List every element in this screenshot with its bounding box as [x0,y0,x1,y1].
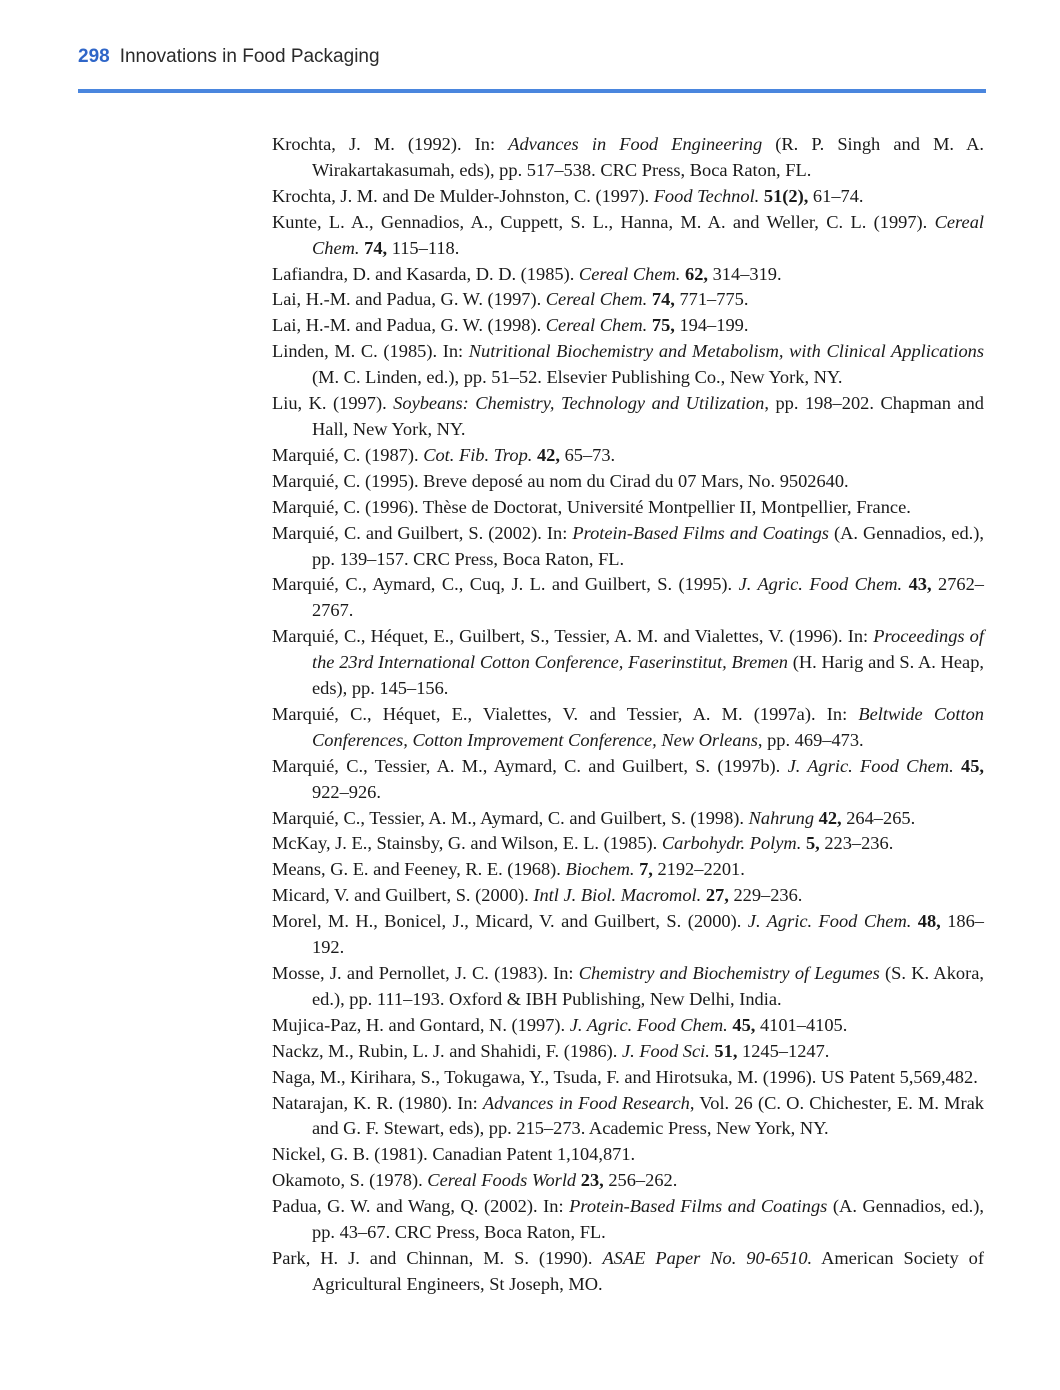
reference-text: Food Technol. [653,185,760,206]
reference-text: Mosse, J. and Pernollet, J. C. (1983). In: [272,963,579,983]
reference-entry [272,909,984,961]
reference-entry [272,391,984,443]
reference-list [272,132,984,1298]
reference-entry [272,210,984,262]
reference-text: 771–775. [674,289,749,310]
reference-text: Nutritional Biochemistry and Metabolism, with Clinical Applications [468,341,984,362]
reference-text: 229–236. [728,885,803,906]
reference-text: Protein-Based Films and Coatings [572,522,829,543]
reference-text: Marquié, C. (1995). Breve deposé au nom du Cirad du 07 Mars, No. 9502640. [272,470,849,491]
reference-entry [272,1168,984,1194]
reference-text: American Society of Agricultural Engineers, St Joseph, MO. [312,1247,984,1294]
reference-text: Lai, H.-M. and Padua, G. W. (1998). [272,315,546,336]
book-title: Innovations in Food Packaging [119,46,380,67]
reference-entry [272,883,984,909]
reference-text: McKay, J. E., Stainsby, G. and Wilson, E. L. (1985). [272,833,662,854]
reference-text: 51(2), [763,185,809,206]
header-rule [78,89,986,93]
reference-text: Cereal Chem. [545,289,648,310]
reference-text: Cot. Fib. Trop. [423,444,533,465]
reference-entry [272,469,984,495]
reference-text: J. Agric. Food Chem. [738,574,903,595]
reference-text: Marquié, C., Aymard, C., Cuq, J. L. and Guilbert, S. (1995). [272,574,739,595]
reference-entry [272,1142,984,1168]
reference-text: 65–73. [559,444,616,465]
reference-text: , pp. 198–202. Chapman and Hall, New York, NY. [312,393,984,439]
reference-entry [272,443,984,469]
reference-entry [272,857,984,883]
reference-text: Means, G. E. and Feeney, R. E. (1968). [272,859,566,880]
reference-text: (M. C. Linden, ed.), pp. 51–52. Elsevier Publishing Co., New York, NY. [312,367,843,388]
reference-entry [272,339,984,391]
reference-text: 51, [714,1040,738,1061]
reference-text: 5, [805,833,820,854]
reference-text: Beltwide Cotton Conferences, Cotton Improvement Conference, New Orleans [312,703,984,750]
reference-entry [272,1065,984,1091]
reference-text: 314–319. [708,263,782,284]
reference-text: 1245–1247. [737,1040,830,1061]
reference-text: 194–199. [674,315,749,336]
reference-text: Advances in Food Research [482,1092,690,1113]
reference-text: 43, [908,574,932,595]
reference-text: Proceedings of the 23rd International Cotton Conference, Faserinstitut, Bremen [312,626,984,673]
reference-text: Nackz, M., Rubin, L. J. and Shahidi, F. (1986). [272,1040,622,1061]
reference-text: Okamoto, S. (1978). [272,1170,428,1191]
reference-text: 115–118. [387,237,460,258]
reference-text: Nickel, G. B. (1981). Canadian Patent 1,104,871. [272,1144,636,1165]
reference-text: (R. P. Singh and M. A. Wirakartakasumah, eds), pp. 517–538. CRC Press, Boca Raton, FL. [312,134,985,180]
reference-text: Krochta, J. M. (1992). In: [272,134,509,154]
reference-text: Marquié, C., Héquet, E., Guilbert, S., Tessier, A. M. and Vialettes, V. (1996). In: [272,626,874,647]
reference-text: J. Agric. Food Chem. [787,755,954,776]
reference-text: 48, [917,911,941,932]
reference-text: Cereal Chem. [312,211,984,258]
reference-entry [272,287,984,313]
reference-text: Cereal Chem. [578,263,681,284]
reference-text: J. Food Sci. [621,1040,710,1061]
reference-text: Marquié, C., Tessier, A. M., Aymard, C. and Guilbert, S. (1997b). [272,755,788,776]
reference-text: Naga, M., Kirihara, S., Tokugawa, Y., Tsuda, F. and Hirotsuka, M. (1996). US Patent 5,569,482. [272,1066,978,1087]
reference-text: Marquié, C., Tessier, A. M., Aymard, C. and Guilbert, S. (1998). [272,807,749,828]
reference-text: 45, [961,755,984,776]
reference-text: 256–262. [603,1170,678,1191]
reference-entry [272,1091,984,1143]
reference-text: Marquié, C. (1987). [272,444,424,465]
reference-text: Park, H. J. and Chinnan, M. S. (1990). [272,1247,603,1268]
reference-text: Marquié, C. and Guilbert, S. (2002). In: [272,522,573,543]
reference-entry [272,184,984,210]
reference-text: , pp. 469–473. [757,729,864,750]
reference-entry [272,806,984,832]
reference-text: 2192–2201. [652,859,745,880]
reference-entry [272,961,984,1013]
reference-text: 45, [732,1014,756,1035]
reference-text: (A. Gennadios, ed.), pp. 139–157. CRC Press, Boca Raton, FL. [312,522,984,569]
reference-text: 74, [651,289,675,310]
reference-text: Nahrung [748,807,815,828]
reference-text: (S. K. Akora, ed.), pp. 111–193. Oxford & IBH Publishing, New Delhi, India. [312,963,984,1009]
reference-entry [272,495,984,521]
reference-text: Micard, V. and Guilbert, S. (2000). [272,885,534,906]
reference-entry [272,572,984,624]
reference-text: , Vol. 26 (C. O. Chichester, E. M. Mrak and G. F. Stewart, eds), pp. 215–273. Academic Press, New York, NY. [312,1092,984,1139]
reference-text: Marquié, C. (1996). Thèse de Doctorat, Université Montpellier II, Montpellier, France. [272,496,911,517]
reference-text [954,756,961,776]
reference-text: 223–236. [819,833,894,854]
reference-entry [272,624,984,702]
reference-text: 4101–4105. [755,1014,848,1035]
reference-text: Krochta, J. M. and De Mulder-Johnston, C. (1997). [272,185,654,206]
reference-text: Biochem. [565,859,635,880]
reference-text: 186–192. [312,911,985,958]
reference-entry [272,1013,984,1039]
reference-text: (H. Harig and S. A. Heap, eds), pp. 145–156. [312,652,985,699]
reference-text: 75, [651,315,675,336]
reference-text: Chemistry and Biochemistry of Legumes [578,963,880,983]
reference-text: Liu, K. (1997). [272,393,394,414]
reference-entry [272,1246,984,1298]
reference-entry [272,702,984,754]
reference-text: Marquié, C., Héquet, E., Vialettes, V. and Tessier, A. M. (1997a). In: [272,703,859,724]
reference-text: 2762–2767. [312,574,984,621]
reference-text: Natarajan, K. R. (1980). In: [272,1092,483,1113]
reference-entry [272,521,984,573]
reference-text: Soybeans: Chemistry, Technology and Utilization [393,393,765,414]
reference-entry [272,313,984,339]
reference-text: Advances in Food Engineering [508,134,763,154]
reference-text: 74, [364,237,388,258]
reference-text: 61–74. [808,185,864,206]
reference-text: Cereal Chem. [545,315,648,336]
reference-entry [272,754,984,806]
reference-text: J. Agric. Food Chem. [747,911,912,932]
reference-text: Intl J. Biol. Macromol. [533,885,702,906]
reference-text: 62, [685,263,709,284]
reference-text: Kunte, L. A., Gennadios, A., Cuppett, S. L., Hanna, M. A. and Weller, C. L. (1997). [272,211,935,232]
reference-text: Cereal Foods World [427,1170,577,1191]
reference-text: Carbohydr. Polym. [661,833,802,854]
reference-text: 264–265. [841,807,916,828]
reference-text: J. Agric. Food Chem. [569,1014,728,1035]
reference-text: 23, [580,1170,604,1191]
reference-text: Lai, H.-M. and Padua, G. W. (1997). [272,289,546,310]
running-header [78,46,380,68]
reference-text: Mujica-Paz, H. and Gontard, N. (1997). [272,1014,570,1035]
reference-text: Morel, M. H., Bonicel, J., Micard, V. and Guilbert, S. (2000). [272,911,748,932]
reference-text: 42, [536,444,560,465]
reference-entry [272,132,984,184]
reference-text: (A. Gennadios, ed.), pp. 43–67. CRC Press, Boca Raton, FL. [312,1196,985,1243]
reference-text: Padua, G. W. and Wang, Q. (2002). In: [272,1196,570,1217]
reference-text: ASAE Paper No. 90-6510. [602,1247,813,1268]
page-number: 298 [78,46,110,67]
reference-text: 7, [639,859,653,880]
reference-entry [272,831,984,857]
reference-entry [272,1039,984,1065]
reference-text: Protein-Based Films and Coatings [569,1196,828,1217]
reference-text: 922–926. [312,781,381,802]
reference-text: 42, [818,807,842,828]
reference-entry [272,1194,984,1246]
reference-text: Lafiandra, D. and Kasarda, D. D. (1985). [272,263,579,284]
reference-entry [272,262,984,288]
reference-text: 27, [705,885,729,906]
reference-text: Linden, M. C. (1985). In: [272,341,469,362]
